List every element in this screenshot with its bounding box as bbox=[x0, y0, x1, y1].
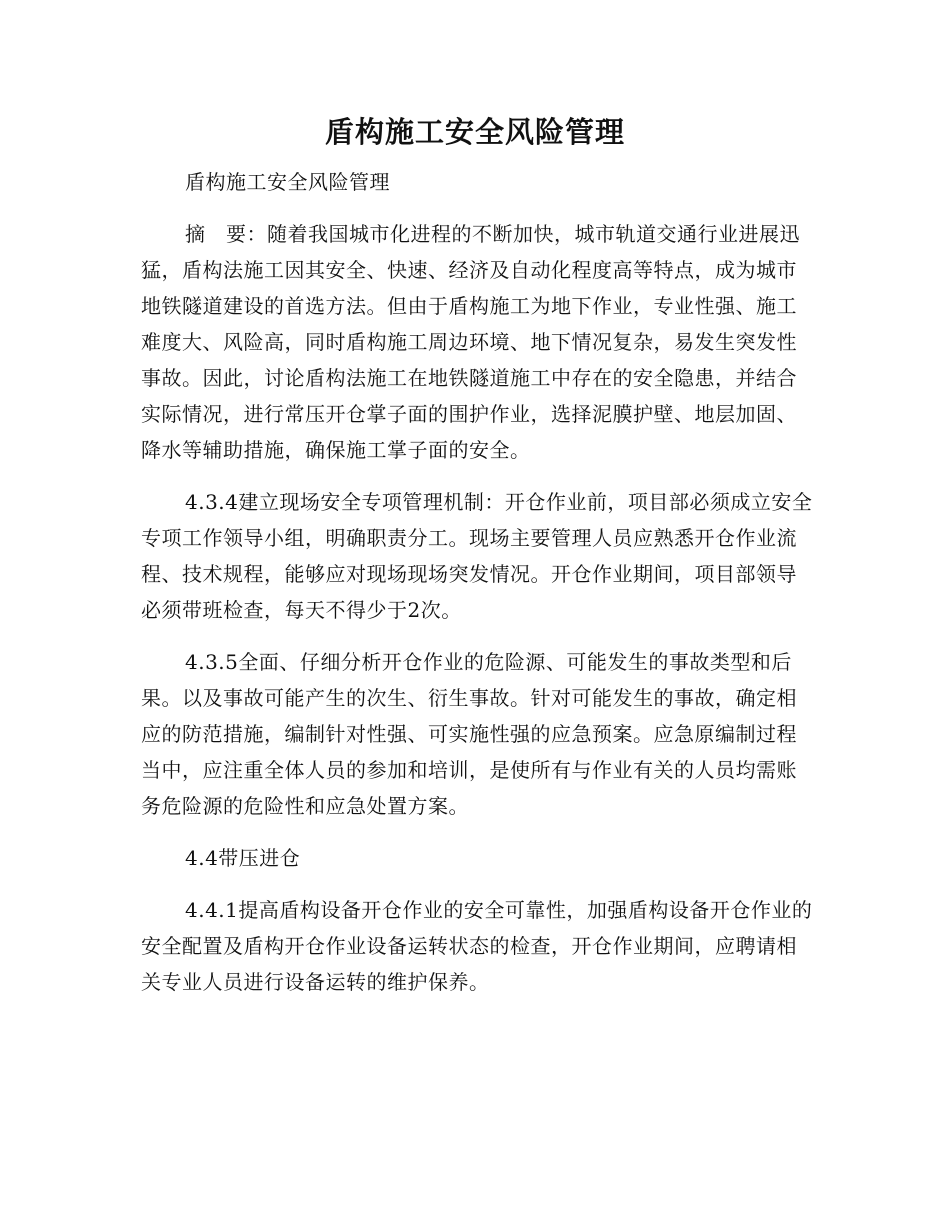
document-body bbox=[141, 164, 813, 1016]
paragraph-4-4-1: 4.4.1提高盾构设备开仓作业的安全可靠性，加强盾构设备开仓作业的安全配置及盾构开仓作业设备运转状态的检查，开仓作业期间，应聘请相关专业人员进行设备运转的维护保养。 bbox=[141, 898, 813, 994]
paragraph-4-3-4: 4.3.4建立现场安全专项管理机制：开仓作业前，项目部必须成立安全专项工作领导小组，明确职责分工。现场主要管理人员应熟悉开仓作业流程、技术规程，能够应对现场现场突发情况。开仓作业期间，项目部领导必须带班检查，每天不得少于2次。 bbox=[141, 490, 813, 622]
section-heading-4-4: 4.4带压进仓 bbox=[185, 846, 301, 870]
document-title: 盾构施工安全风险管理 bbox=[324, 115, 625, 149]
paragraph-4-3-5: 4.3.5全面、仔细分析开仓作业的危险源、可能发生的事故类型和后果。以及事故可能产生的次生、衍生事故。针对可能发生的事故，确定相应的防范措施，编制针对性强、可实施性强的应急预案。应急原编制过程当中，应注重全体人员的参加和培训，是使所有与作业有关的人员均需账务危险源的危险性和应急处置方案。 bbox=[141, 650, 797, 818]
paragraph-abstract: 摘 要：随着我国城市化进程的不断加快，城市轨道交通行业进展迅猛，盾构法施工因其安全、快速、经济及自动化程度高等特点，成为城市地铁隧道建设的首选方法。但由于盾构施工为地下作业，专业性强、施工难度大、风险高，同时盾构施工周边环境、地下情况复杂，易发生突发性事故。因此，讨论盾构法施工在地铁隧道施工中存在的安全隐患，并结合实际情况，进行常压开仓掌子面的围护作业，选择泥膜护壁、地层加固、降水等辅助措施，确保施工掌子面的安全。 bbox=[141, 222, 800, 462]
document-subtitle: 盾构施工安全风险管理 bbox=[185, 170, 390, 194]
